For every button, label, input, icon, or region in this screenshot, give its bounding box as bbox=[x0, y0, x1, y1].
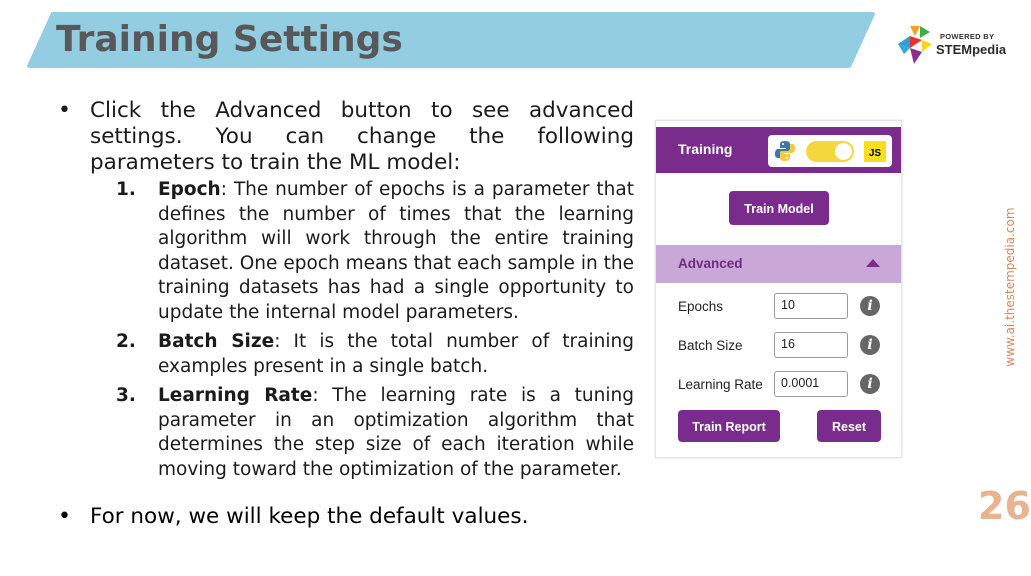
language-toggle[interactable] bbox=[768, 135, 892, 167]
learning-rate-info-icon[interactable]: i bbox=[860, 374, 880, 394]
list-desc: : The number of epochs is a parameter that defines the number of times that the learning algorithm will work through the entire training dataset. One epoch means that each sample in the training datasets has had a single opportunity to update the internal model parameters. bbox=[158, 179, 634, 323]
javascript-icon: JS bbox=[864, 141, 886, 162]
bullet-text: For now, we will keep the default values. bbox=[90, 504, 529, 529]
list-number: 3. bbox=[116, 385, 136, 406]
bullet-item bbox=[58, 98, 634, 176]
epochs-input[interactable]: 10 bbox=[774, 293, 848, 319]
list-term: Learning Rate bbox=[158, 385, 313, 406]
bullet-item bbox=[58, 504, 666, 530]
side-url bbox=[1000, 205, 1018, 375]
advanced-label: Advanced bbox=[678, 256, 743, 271]
list-item bbox=[116, 330, 634, 379]
brand-logo bbox=[896, 24, 1016, 74]
parameter-list bbox=[116, 178, 634, 482]
powered-by-label: POWERED BY bbox=[940, 32, 995, 41]
list-term: Batch Size bbox=[158, 331, 275, 352]
training-panel bbox=[655, 120, 902, 458]
advanced-toggle[interactable] bbox=[656, 245, 901, 283]
train-model-button[interactable]: Train Model bbox=[729, 191, 829, 225]
reset-button[interactable]: Reset bbox=[817, 410, 881, 442]
bullet-dot-icon: • bbox=[58, 98, 71, 123]
batch-size-info-icon[interactable]: i bbox=[860, 335, 880, 355]
list-number: 2. bbox=[116, 331, 136, 352]
batch-size-label: Batch Size bbox=[678, 338, 743, 353]
list-item bbox=[116, 384, 634, 482]
toggle-switch[interactable] bbox=[806, 141, 854, 162]
caret-up-icon bbox=[866, 259, 880, 267]
bullet-text: Click the Advanced button to see advanced settings. You can change the following parameters to train the ML model: bbox=[90, 98, 634, 175]
training-header bbox=[656, 127, 901, 173]
learning-rate-input[interactable]: 0.0001 bbox=[774, 371, 848, 397]
learning-rate-label: Learning Rate bbox=[678, 377, 763, 392]
page-number: 26 bbox=[978, 484, 1031, 528]
train-report-button[interactable]: Train Report bbox=[678, 410, 780, 442]
training-header-label: Training bbox=[678, 141, 733, 157]
toggle-knob bbox=[835, 143, 852, 160]
epochs-info-icon[interactable]: i bbox=[860, 296, 880, 316]
brand-name: STEMpedia bbox=[936, 42, 1007, 57]
list-desc: : It is the total number of training examples present in a single batch. bbox=[158, 331, 634, 377]
list-desc: : The learning rate is a tuning parameter in an optimization algorithm that determines the step size of each iteration while moving toward the optimization of the parameter. bbox=[158, 385, 634, 480]
side-url-text: www.ai.thestempedia.com bbox=[1003, 207, 1017, 367]
slide-content bbox=[58, 98, 634, 487]
slide-title: Training Settings bbox=[56, 19, 403, 60]
batch-size-input[interactable]: 16 bbox=[774, 332, 848, 358]
epochs-label: Epochs bbox=[678, 299, 724, 314]
stempedia-logo-icon bbox=[896, 24, 936, 70]
list-item bbox=[116, 178, 634, 325]
list-number: 1. bbox=[116, 179, 136, 200]
bullet-dot-icon: • bbox=[58, 504, 71, 529]
list-term: Epoch bbox=[158, 179, 221, 200]
python-icon bbox=[774, 140, 796, 162]
